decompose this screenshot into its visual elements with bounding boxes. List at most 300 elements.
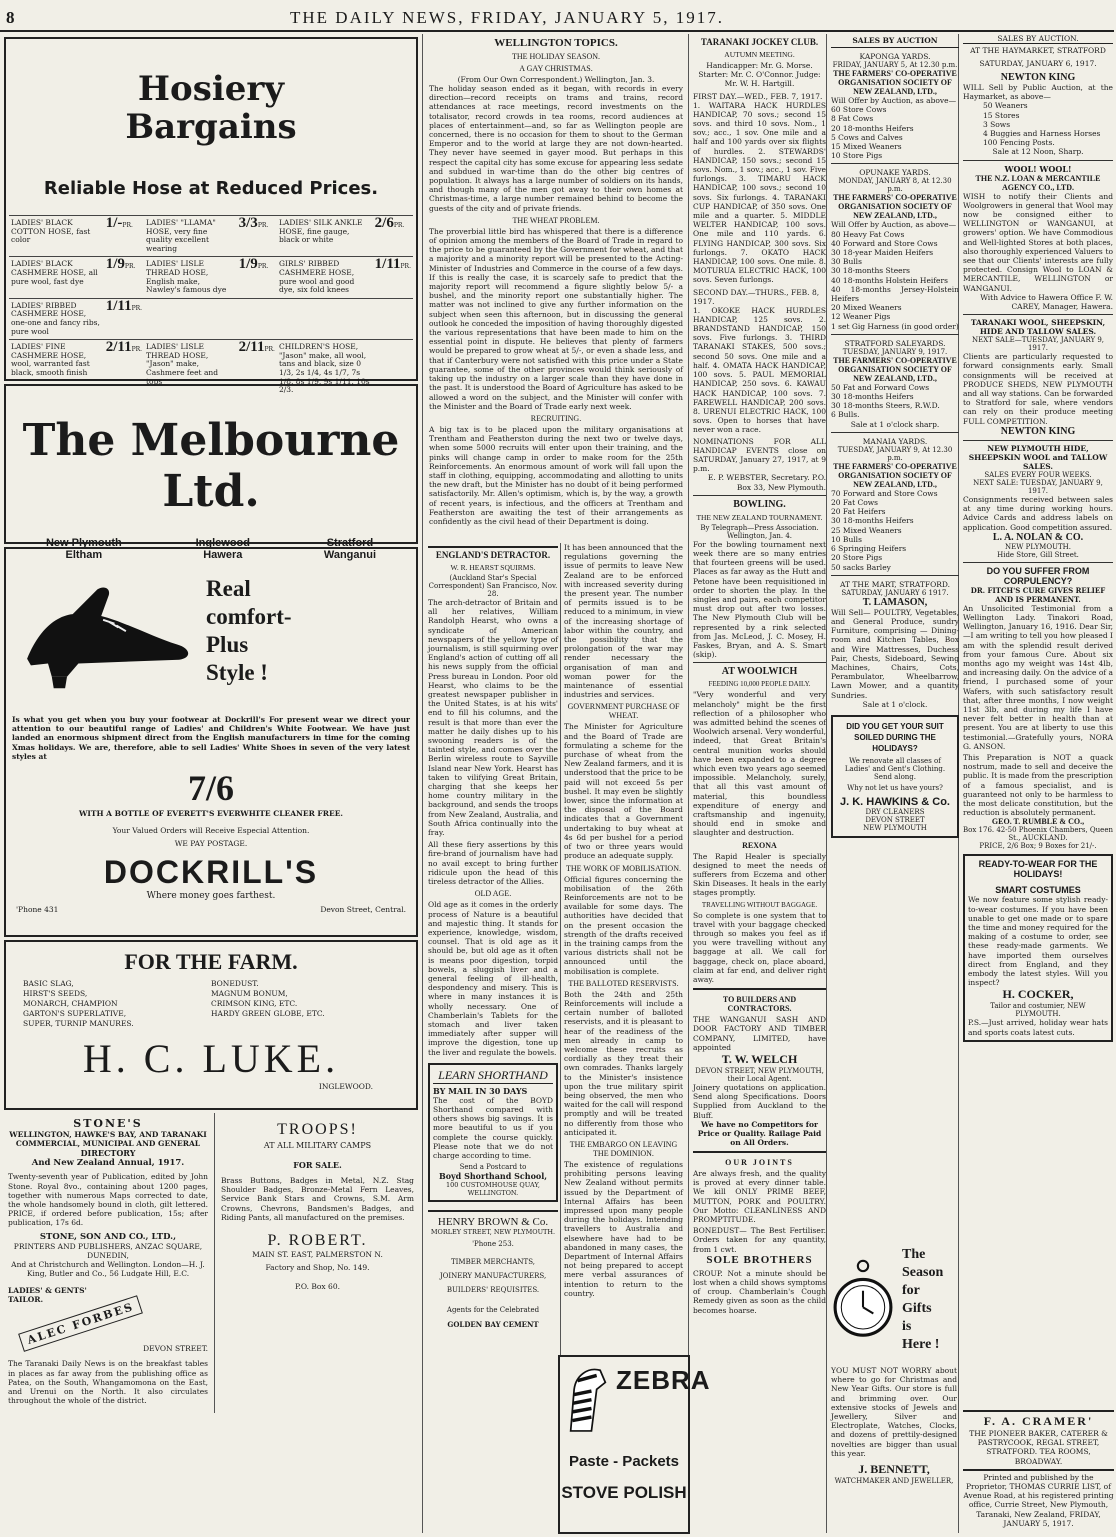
manaia-place: MANAIA YARDS. xyxy=(862,436,928,446)
england-detractor xyxy=(426,543,560,1533)
farm-item: GARTON'S SUPERLATIVE, xyxy=(23,1009,127,1018)
stones-body: Twenty-seventh year of Publication, edited by John Stone. Royal 8vo., containing about 1200 pages, together with numerous Maps corrected to date, the whole handsomely bound in cloth, gilt lettered. PRICE, if ordered before publication, 15s; after publication, 17s 6d. xyxy=(8,1172,208,1228)
sale-item: 20 Mixed Weaners xyxy=(831,303,902,313)
stones-ad xyxy=(2,1113,214,1413)
dockrill-headline-2: comfort- xyxy=(206,604,292,629)
shorthand-send: Send a Postcard to xyxy=(459,1163,527,1172)
nolan-addr: Hide Store, Gill Street. xyxy=(997,550,1079,559)
farm-item: HARDY GREEN GLOBE, ETC. xyxy=(211,1009,325,1018)
sale-item: 20 18-months Heifers xyxy=(831,123,914,133)
cocker-ad xyxy=(963,854,1113,1041)
sale-item: 30 18-months Steers xyxy=(831,266,911,276)
zebra-l2: STOVE POLISH xyxy=(561,1483,687,1502)
sale-item: 30 18-months Steers, R.W.D. xyxy=(831,401,940,411)
hose-desc: LADIES' SILK ANKLE HOSE, fine gauge, black or white xyxy=(277,216,373,257)
bennett-name: J. BENNETT, xyxy=(858,1462,930,1477)
sale-item: 40 18-months Jersey-Holstein Heifers xyxy=(831,284,959,304)
sale-item: 6 Bulls. xyxy=(831,410,860,420)
will-offer-1: Will Offer by Auction, as above— xyxy=(831,96,957,105)
sale-item: 30 18-months Heifers xyxy=(831,516,914,526)
jockey-officials: Handicapper: Mr. G. Morse. Starter: Mr. C. O'Connor. Judge: Mr. W. H. Hartgill. xyxy=(698,61,821,89)
newton-items xyxy=(963,101,1113,147)
sale-item: 60 Store Cows xyxy=(831,105,887,115)
manaia-date: TUESDAY, JANUARY 9, At 12.30 p.m. xyxy=(837,445,953,462)
hose-price xyxy=(104,257,144,298)
sale-item: 8 Fat Cows xyxy=(831,114,874,124)
sale-item: 12 Weaner Pigs xyxy=(831,312,891,322)
taranaki-next: NEXT SALE—TUESDAY, JANUARY 9, 1917. xyxy=(971,336,1105,353)
hose-price xyxy=(104,298,144,339)
sole-ad xyxy=(693,1151,826,1266)
loan-title: THE N.Z. LOAN & MERCANTILE AGENCY CO., LTD. xyxy=(975,173,1101,192)
hose-desc: LADIES' "LLAMA" HOSE, very fine quality excellent wearing xyxy=(144,216,237,257)
rexona-body: The Rapid Healer is specially designed to meet the needs of sufferers from Eczema and other Skin Diseases. It heals in the early stages promptly. xyxy=(693,851,826,898)
sale-item: 15 Mixed Weaners xyxy=(831,142,902,152)
farm-item: MONARCH, CHAMPION xyxy=(23,999,118,1008)
robert-name: P. ROBERT. xyxy=(267,1232,368,1250)
sale-item: 30 18-months Heifers xyxy=(831,392,914,402)
dockrill-phone: 'Phone 431 xyxy=(16,905,59,915)
wellington-p1: The holiday season ended as it began, with records in every direction—record receipts on trams and trains, record attendances at race meetings, record investments on the totalisator, record crowds in tea rooms, record audiences at places of entertainment—and, so far as Wellington people are concerned, there is no occasion for them to shout to the German Emperor and to the world at large they are not down-hearted. They never have seemed in gayer mood. But perhaps in this respect the capital city has some excuse for appearing less sedate and subdued in war-time than do the other big centres of population. It always has a large number of soldiers on its hands, and though many of the men got away to their own homes at Christmas-time, a large number remained behind to become the guests of the city and of private friends. xyxy=(429,84,683,213)
jockey-day1: FIRST DAY.—WED., FEB. 7, 1917. xyxy=(693,91,823,101)
sale-item: 20 Fat Cows xyxy=(831,498,879,508)
jockey-day2: SECOND DAY.—THURS., FEB. 8, 1917. xyxy=(693,287,820,306)
brown-name: HENRY BROWN & Co. xyxy=(437,1216,549,1229)
hose-row xyxy=(9,298,413,339)
joints-title: OUR JOINTS xyxy=(725,1157,794,1167)
hosiery-subtitle: Reliable Hose at Reduced Prices. xyxy=(43,178,379,199)
stones-firm: STONE, SON AND CO., LTD., xyxy=(39,1231,177,1242)
farm-item: MAGNUM BONUM, xyxy=(211,989,288,998)
welch-body: Joinery quotations on application. Send along Specifications. Doors Supplied from Auckland to the Bluff. xyxy=(693,1083,826,1120)
wheat-purchase-p: The Minister for Agriculture and the Board of Trade are formulating a scheme for the purchase of wheat from the New Zealand farmers, and it is understood that the price to be paid will not exceed 5s per bushel. It may even be slightly lower, since the information at the disposal of the Board indicates that a Government undertaking to buy wheat at 4s 6d per bushel for a period of two or three years would produce an adequate supply. xyxy=(564,722,683,861)
hose-price-unit: PR. xyxy=(264,346,275,354)
bowling-sub: THE NEW ZEALAND TOURNAMENT. xyxy=(696,512,823,522)
stratford-items xyxy=(831,383,959,420)
sale-item: 80 Heavy Fat Cows xyxy=(831,229,905,239)
hose-price xyxy=(237,216,277,257)
farm-items xyxy=(9,975,413,1033)
dockrill-name: DOCKRILL'S xyxy=(103,854,319,891)
kaponga-place: KAPONGA YARDS. xyxy=(859,52,931,61)
cocker-3: P.S.—Just arrived, holiday wear hats and sports coats latest cuts. xyxy=(968,1018,1108,1037)
welch-addr: DEVON STREET, NEW PLYMOUTH, their Local Agent. xyxy=(695,1067,824,1084)
mobilisation-p: Official figures concerning the mobilisation of the 26th Reinforcements are not to be available for some days. The authorities have decided that on the present occasion the strength of the drafts received in the training camps from the various districts shall not be announced until the mobilisation is complete. xyxy=(564,874,683,976)
hose-price xyxy=(237,298,277,339)
opunake-place: OPUNAKE YARDS. xyxy=(859,168,931,178)
hawkins-name: J. K. HAWKINS & Co. xyxy=(839,795,950,808)
cramer-ad xyxy=(961,1410,1116,1534)
wheat-p: The proverbial little bird has whispered that there is a difference of opinion among the members of the Board of Trade in regard to the price to be guaranteed by the Government for wheat, and that a majority and a minority report will be presented to the Acting-Minister of Industries and Commerce in the course of a few days. If this is really the case, it is scarcely safe to predict that the majority report will recommend a figure slightly below 5/- a bushel, and the minority report one substantially higher. The matter was not inclined to give any further information on the subject when seen this afternoon, but in discussing the general outlook he conceded the imposition of having thoroughly digested the various representations that have been made to him on the essential point in dispute. He believes that plenty of farmers would be prepared to grow wheat at 5/-, or even a shade less, and that if Canterbury were not satisfied with this price under a State guarantee, some of the other provinces would think seriously of taking up the industry on a larger scale than they have done in the past. It is understood the Board of Agriculture has asked to be allowed a word on the subject, and the Minister will confer with the Minister and the Board of Trade early next week. xyxy=(429,226,683,411)
stratford-date: TUESDAY, JANUARY 9, 1917. xyxy=(842,347,948,356)
wool-head: WOOL! WOOL! xyxy=(1004,163,1072,174)
travel-title: TRAVELLING WITHOUT BAGGAGE. xyxy=(701,900,818,909)
wellington-sub1: THE HOLIDAY SEASON. xyxy=(511,52,601,61)
hose-price xyxy=(104,216,144,257)
woolwich-title: AT WOOLWICH xyxy=(721,666,798,678)
farmers-4: THE FARMERS' CO-OPERATIVE ORGANISATION SOCIETY OF NEW ZEALAND, LTD., xyxy=(833,461,957,489)
shorthand-ad xyxy=(428,1063,558,1202)
shorthand-title: LEARN SHORTHAND xyxy=(433,1068,553,1084)
hawkins-ad xyxy=(831,715,959,838)
printer-imprint: Printed and published by the Proprietor, THOMAS CURRIE LIST, of Avenue Road, at his registered printing office, Currie Street, New Plymouth, Taranaki, New Zealand, FRIDAY, JANUARY 5, 1917. xyxy=(963,1472,1114,1528)
bonedust: BONEDUST— The Best Fertiliser. Orders taken for any quantity, from 1 cwt. xyxy=(693,1226,826,1254)
zebra-name: ZEBRA xyxy=(616,1365,711,1395)
stones-l1: WELLINGTON, HAWKE'S BAY, AND TARANAKI COMMERCIAL, MUNICIPAL AND GENERAL xyxy=(9,1130,207,1149)
hose-price-value: 2/11 xyxy=(105,339,132,356)
column-2 xyxy=(426,34,686,1533)
footer-notice: The Taranaki Daily News is on the breakfast tables in places as far away from the publishing office as Patea, on the South, Whangamomona on the East, and Urenui on the North. It also circulates throughout the whole of the district. xyxy=(8,1359,208,1406)
sale-item: 25 Mixed Weaners xyxy=(831,525,902,535)
shorthand-mail: BY MAIL IN 30 DAYS xyxy=(433,1085,528,1096)
col6-head: SALES BY AUCTION. xyxy=(963,34,1113,44)
wheat-heading: THE WHEAT PROBLEM. xyxy=(512,215,600,225)
sale-item: 6 Springing Heifers xyxy=(831,544,907,554)
wellington-topics xyxy=(426,37,686,543)
brown-l4: Agents for the Celebrated xyxy=(446,1306,540,1315)
farm-item: SUPER, TURNIP MANURES. xyxy=(23,1019,134,1028)
suit-1: DID YOU GET YOUR SUIT SOILED DURING THE HOLIDAYS? xyxy=(846,721,944,753)
hose-row xyxy=(9,257,413,298)
sale-item: 20 Store Pigs xyxy=(831,553,883,563)
wellington-title: WELLINGTON TOPICS. xyxy=(494,37,618,49)
loan-body: WISH to notify their Clients and Woolgrowers in general that Wool may now be consigned either to WELLINGTON or WANGANUI, at growers' option. We have Commodious and Well-lighted Stores at both places, also thoroughly experienced Valuers to see that our Clients' interests are fully protected. Consign Wool to LOAN & MERCANTILE, WELLINGTON or WANGANUI. xyxy=(963,191,1113,293)
hawkins-cleaners: DRY CLEANERS xyxy=(865,807,925,816)
hose-price-unit: PR. xyxy=(257,222,269,229)
farm-item: BONEDUST. xyxy=(211,979,259,988)
sale-item: 50 Weaners xyxy=(983,101,1028,111)
robert-box: P.O. Box 60. xyxy=(295,1282,340,1292)
zebra-l1: Paste - Packets xyxy=(568,1453,680,1470)
stones-title: STONE'S xyxy=(73,1117,143,1130)
hose-price-value: 1/11 xyxy=(105,297,132,314)
welch-nocomp: We have no Competitors for Price or Quality. Railage Paid on All Orders. xyxy=(697,1119,822,1147)
cocker-name: H. COCKER, xyxy=(1002,987,1074,1002)
joints-body: Are always fresh, and the quality is proved at every dinner table. We kill ONLY PRIME BEEF, MUTTON, PORK and POULTRY. Our Motto: CLEANLINESS AND PROMPTITUDE. xyxy=(693,1168,826,1224)
embargo-p: The existence of regulations prohibiting persons leaving New Zealand without permits issued by the Department of Internal Affairs has been impressed upon many people during the holidays. Intending travellers to Australia and elsewhere have had to be abandoned in many cases, the Department of Internal Affairs not being prepared to accept mere verbal assurances of intention to return to the country. xyxy=(564,1159,683,1298)
brown-l3: BUILDERS' REQUISITES. xyxy=(446,1286,540,1295)
branch-hawera: Hawera xyxy=(203,549,243,561)
dockrill-headline-3: Plus xyxy=(206,632,249,657)
column-6 xyxy=(961,34,1115,1533)
dockrill-body: Is what you get when you buy your footwear at Dockrill's For present wear we direct your attention to our beautiful range of Ladies' and Children's White Footwear. We have just landed an enormous shipment direct from the English manufacturers in time for the coming Xmas holidays. We are, therefore, able to sell Ladies' White Shoes in seven of the very latest styles at xyxy=(12,715,410,761)
ladies-gents: LADIES' & GENTS' xyxy=(8,1286,87,1296)
hosiery-title-2: Bargains xyxy=(125,107,297,147)
stratford-note: Sale at 1 o'clock sharp. xyxy=(850,419,940,429)
farmers-3: THE FARMERS' CO-OPERATIVE ORGANISATION SOCIETY OF NEW ZEALAND, LTD., xyxy=(833,355,957,383)
troops-forsale: FOR SALE. xyxy=(293,1160,342,1170)
taranaki-body: Clients are particularly requested to forward consignments early. Small consignments will be received at PRODUCE SHEDS, NEW PLYMOUTH and all way stations. Can be forwarded to Stratford for sale, where vendors can rely on their produce meeting FULL COMPETITION. xyxy=(963,352,1113,426)
woolwich-body: "Very wonderful and very melancholy" might be the first reflection of a philosopher who was admitted behind the scenes of Woolwich arsenal. Very wonderful, indeed, that Great Britain's central munition works should have been expanded to a degree which even two years ago seemed impossible. Melancholy, surely, that all this vast amount of material, this boundless expenditure of energy and craftsmanship and ingenuity, should end in smoke and slaughter and destruction. xyxy=(693,690,826,838)
brown-l2: JOINERY MANUFACTURERS, xyxy=(439,1272,547,1281)
shoe-illustration xyxy=(10,565,200,705)
sole-name: SOLE BROTHERS xyxy=(706,1253,813,1266)
welch-ad xyxy=(693,988,826,1147)
branch-wanganui: Wanganui xyxy=(323,549,377,561)
detractor-sub: W. R. HEARST SQUIRMS. xyxy=(450,563,536,572)
detractor-p1: The arch-detractor of Britain and all her relatives, William Randolph Hearst, who owns a syndicate of American newspapers of the yellow type of journalism, is still squirming over England's action of cutting off all his news supply from the official Press bureau in London. Poor old Hearst, who claims to be the greatest newspaper publisher in the United States, is at his wits' end to fill his columns, and the result is that more than ever the matter he daily dishes up to his swooning readers is of the tainted style, and comes over the Berlin wireless route to Sayville Island near New York. Hearst has taken to vilifying Great Britain, charging that she keeps her home country military in the background, and sends the troops from New Zealand, Australia, and South Africa continually into the fray. xyxy=(428,598,558,838)
branch-inglewood: Inglewood xyxy=(195,537,250,549)
smart-title: SMART COSTUMES xyxy=(995,885,1081,896)
dockrill-headline-1: Real xyxy=(206,576,251,601)
croup-body: CROUP. Not a minute should be lost when a child shows symptoms of croup. Chamberlain's Cough Remedy given as soon as the child becomes hoarse. xyxy=(693,1268,826,1315)
forbes-street: DEVON STREET. xyxy=(143,1344,208,1354)
smart-body: We now feature some stylish ready-to-wear costumes. If you have been unable to get one made or to spare the time and money required for the making of a costume to order, see these ready-made garments. We have imported them ourselves direct from England, and they embody the latest styles. Will you inspect? xyxy=(968,895,1108,988)
ready-title: READY-TO-WEAR FOR THE HOLIDAYS! xyxy=(978,859,1098,880)
robert-factory: Factory and Shop, No. 149. xyxy=(265,1263,370,1273)
sale-item: 50 sacks Barley xyxy=(831,562,891,572)
zebra-illustration xyxy=(562,1363,614,1433)
recruiting-heading: RECRUITING. xyxy=(530,413,582,423)
farmers-2: THE FARMERS' CO-OPERATIVE ORGANISATION SOCIETY OF NEW ZEALAND, LTD., xyxy=(833,193,957,221)
sale-item: 70 Forward and Store Cows xyxy=(831,488,938,498)
hosiery-title-1: Hosiery xyxy=(137,69,285,109)
wellington-sub2: A GAY CHRISTMAS. xyxy=(519,64,593,73)
branch-new-plymouth: New Plymouth xyxy=(45,537,122,549)
hose-price-unit: PR. xyxy=(124,263,136,271)
oldage-p: Old age as it comes in the orderly process of Nature is a beautiful and majestic thing. It stands for experience, knowledge, wisdom, counsel. That is old age as it should be, but old age as it often is means poor digestion, torpid bowels, a sluggish liver and a general feeling of ill-health, despondency and misery. This is where in many instances it is wholly necessary. One of Chamberlain's Tablets for the stomach and liver taken immediately after supper will improve the digestion, tone up the liver and regulate the bowels. xyxy=(428,900,558,1057)
kaponga-date: FRIDAY, JANUARY 5, At 12.30 p.m. xyxy=(832,61,958,69)
masthead-title: THE DAILY NEWS, FRIDAY, JANUARY 5, 1917. xyxy=(290,8,725,27)
dockrill-postage: WE PAY POSTAGE. xyxy=(174,839,248,849)
bowling-byline: By Telegraph—Press Association. Wellington, Jan. 4. xyxy=(700,523,819,540)
branch-stratford: Stratford xyxy=(326,537,374,549)
luke-town: INGLEWOOD. xyxy=(318,1082,373,1091)
hose-price xyxy=(373,257,413,298)
sale-item: 10 Store Pigs xyxy=(831,151,883,161)
tailor: TAILOR. xyxy=(8,1295,44,1305)
stones-firm3: And at Christchurch and Wellington. London—H. J. King, Butler and Co., 56 Ludgate Hill, E.C. xyxy=(11,1260,205,1279)
hose-price xyxy=(373,298,413,339)
woolwich-sub: FEEDING 10,000 PEOPLE DAILY. xyxy=(708,680,811,689)
hose-price-unit: PR. xyxy=(122,222,133,229)
wellington-byline: (From Our Own Correspondent.) Wellington, Jan. 3. xyxy=(457,75,655,84)
hose-price xyxy=(237,257,277,298)
oldage-heading: OLD AGE. xyxy=(474,889,512,899)
hose-price-value: 1/9 xyxy=(238,256,258,273)
stones-firm2: PRINTERS AND PUBLISHERS, ANZAC SQUARE, DUNEDIN, xyxy=(13,1241,203,1260)
cocker-2: Tailor and costumier, NEW PLYMOUTH. xyxy=(990,1002,1086,1019)
dockrill-valued: Your Valued Orders will Receive Especial Attention. xyxy=(112,826,310,836)
welch-name: T. W. WELCH xyxy=(721,1052,798,1067)
shorthand-body: The cost of the BOYD Shorthand compared with others shows big savings. It is more beautiful to us if you complete the course quickly. Please note that we do not charge according to time. xyxy=(433,1095,553,1160)
kaponga-items xyxy=(831,105,959,160)
watch-illustration xyxy=(832,1242,894,1354)
manaia-items xyxy=(831,489,959,572)
mobilisation-heading: THE WORK OF MOBILISATION. xyxy=(566,863,681,873)
dockrill-price: 7/6 xyxy=(187,768,234,809)
worry-body: YOU MUST NOT WORRY about where to go for Christmas and New Year Gifts. Our store is full and brimming over. Our extensive stocks of Jewels and Jewellery, Silver and Electroplate, Watches, Clocks, and dozens of prettily-designed novelties are bigger than usual this year. xyxy=(831,1366,957,1458)
bennett-trade: WATCHMAKER AND JEWELLER, xyxy=(834,1477,954,1486)
fitch-title: DR. FITCH'S CURE GIVES RELIEF AND IS PERMANENT. xyxy=(970,585,1106,604)
fitch-price: PRICE, 2/6 Box; 9 Boxes for 21/-. xyxy=(979,842,1097,851)
farm-item: BASIC SLAG, xyxy=(23,979,74,988)
hose-desc: CHILDREN'S HOSE, "Jason" make, all wool, tans and black, size 0 1/3, 2s 1/4, 4s 1/7, 7s 1/8, 8s 1/9, 9s 1/11, 10s 2/3. xyxy=(277,340,373,398)
stones-l3: And New Zealand Annual, 1917. xyxy=(31,1158,185,1169)
brown-phone: 'Phone 253. xyxy=(472,1240,514,1249)
hose-price-value: 3/3 xyxy=(238,215,258,231)
sale-item: 5 Cows and Calves xyxy=(831,132,903,142)
newton-note: Sale at 12 Noon, Sharp. xyxy=(992,147,1084,157)
farm-item: HIRST'S SEEDS, xyxy=(23,989,88,998)
lamason-note: Sale at 1 o'clock. xyxy=(862,699,928,709)
newton-name-1: NEWTON KING xyxy=(1000,72,1076,83)
jockey-races1: 1. WAITARA HACK HURDLES HANDICAP, 70 sovs.; second 15 sovs. and third 10 sovs. Nom., 1 sov.; acc., 1 sov. One mile and a half and 100 yards over six flights of hurdles. 2. STEWARDS' HANDICAP, 150 sovs.; second 15 sovs. Nom., 1 sov.; acc., 1 sov. Five furlongs. 3. TIMARU HACK HANDICAP, 100 sovs.; second 10 sovs. Six furlongs. 4. TARANAKI CUP HANDICAP, of 350 sovs. One mile and a quarter. 5. MIDDLE WELTER HANDICAP, 100 sovs. One mile and 110 yards. 6. FLYING HANDICAP, 300 sovs. Six furlongs. 7. OKATO HACK HANDICAP, 100 sovs. One mile. 8. MOTURUA ELECTRIC HACK, 100 sovs. Seven furlongs. xyxy=(693,100,826,285)
rumble-addr: Box 176. 42-50 Phoenix Chambers, Queen St., AUCKLAND. xyxy=(963,826,1113,843)
newton-body: WILL Sell by Public Auction, at the Haymarket, as above— xyxy=(963,83,1113,102)
sale-item: 40 Forward and Store Cows xyxy=(831,238,938,248)
season-6: Here ! xyxy=(902,1337,940,1352)
farm-item: CRIMSON KING, ETC. xyxy=(211,999,298,1008)
shorthand-school: Boyd Shorthand School, xyxy=(438,1171,548,1182)
lamason-name: T. LAMASON, xyxy=(862,596,928,608)
hose-price-value: 2/11 xyxy=(238,339,265,356)
brown-l5: GOLDEN BAY CEMENT xyxy=(447,1320,539,1330)
hawkins-np: NEW PLYMOUTH xyxy=(863,823,927,832)
hosiery-ad xyxy=(4,37,418,395)
season-3: for xyxy=(902,1283,920,1298)
fitch-body: An Unsolicited Testimonial from a Wellington Lady. Tinakori Road, Wellington, January 16, 1916. Dear Sir,—I am writing to tell you how pleased I am with the splendid result derived from your famous Cure. About six months ago my weight was 14st 4lb, and increasing daily. On the advice of a friend, I purchased some of your Wafers, with such satisfactory result that, after three months, I now weight 11st 3lb, and during my life I have never felt better in health than at present. You are at liberty to use this testimonial.—Gratefully yours, NORA G. ANSON. xyxy=(963,603,1113,751)
hose-desc: LADIES' BLACK CASHMERE HOSE, all pure wool, fast dye xyxy=(9,257,104,298)
np-hide-title: NEW PLYMOUTH HIDE, SHEEPSKIN WOOL and TALLOW SALES. xyxy=(968,443,1108,471)
troops-sub: AT ALL MILITARY CAMPS xyxy=(263,1141,372,1150)
season-1: The xyxy=(902,1247,926,1262)
sale-item: 100 Fencing Posts. xyxy=(983,138,1055,148)
forbes-name: ALEC FORBES xyxy=(18,1296,143,1353)
zebra-ad xyxy=(558,1355,711,1534)
sale-item: 20 Fat Heifers xyxy=(831,507,886,517)
farm-ad xyxy=(4,940,418,1110)
taranaki-wool: TARANAKI WOOL, SHEEPSKIN, HIDE AND TALLOW SALES. xyxy=(970,318,1106,337)
hose-price xyxy=(373,216,413,257)
builders-title: TO BUILDERS AND CONTRACTORS. xyxy=(722,995,797,1014)
haymarket-date: SATURDAY, JANUARY 6, 1917. xyxy=(979,59,1097,68)
season-4: Gifts xyxy=(902,1301,932,1316)
hose-desc: LADIES' LISLE THREAD HOSE, English make, Nawley's famous dye xyxy=(144,257,237,298)
suit-3: Why not let us have yours? xyxy=(847,783,943,792)
season-2: Season xyxy=(902,1265,944,1280)
brown-l1: TIMBER MERCHANTS, xyxy=(451,1258,535,1267)
jockey-noms: NOMINATIONS FOR ALL HANDICAP EVENTS close on SATURDAY, January 27, 1917, at 9 p.m. xyxy=(693,436,826,474)
hose-price-unit: PR. xyxy=(257,263,269,271)
gifts-ad xyxy=(830,1238,956,1364)
troops-ad xyxy=(215,1113,420,1413)
shorthand-addr: 100 CUSTOMHOUSE QUAY, WELLINGTON. xyxy=(446,1181,540,1198)
rumble-name: GEO. T. RUMBLE & CO., xyxy=(991,817,1085,827)
page-number: 8 xyxy=(6,8,17,27)
branch-eltham: Eltham xyxy=(65,549,103,561)
jockey-secretary: E. P. WEBSTER, Secretary. P.O. Box 33, New Plymouth. xyxy=(707,473,826,492)
hose-price-unit: PR. xyxy=(131,346,143,354)
detractor-p2: All these fiery assertions by this fire-brand of journalism have had no avail except to bring further ridicule upon the head of this tireless detractor of the Allies. xyxy=(428,840,558,887)
newton-name-2: NEWTON KING xyxy=(1000,425,1076,437)
cramer-name: F. A. CRAMER' xyxy=(983,1414,1094,1428)
dockrill-street: Devon Street, Central. xyxy=(320,905,406,915)
haymarket: AT THE HAYMARKET, STRATFORD xyxy=(970,46,1106,55)
rexona-title: REXONA xyxy=(742,840,777,850)
hose-desc xyxy=(144,298,237,339)
hawkins-devon: DEVON STREET xyxy=(865,815,925,824)
lamason-body: Will Sell— POULTRY, Vegetables, and General Produce, sundry Furniture, comprising — Dining-room and Kitchen Tables, Box and Wire Mattresses, Duchess Pair, Chests, Sideboard, Sewing Machines, Chairs, Cots, Perambulator, Wheelbarrow, Lawn Mower, and a quantity Sundries. xyxy=(831,607,959,700)
builders-body: THE WANGANUI SASH AND DOOR FACTORY AND TIMBER COMPANY, LIMITED, have appointed xyxy=(693,1015,826,1052)
sale-item: 30 18-year Maiden Heifers xyxy=(831,248,934,258)
troops-body: Brass Buttons, Badges in Metal, N.Z. Stag Shoulder Badges, Bronze-Metal Fern Leaves, Service Bank Stars and Crowns, S.M. Arm Crowns, Chevrons, Bandsmen's Badges, and Riding Pants, all manufactured on the premises. xyxy=(221,1176,414,1222)
sale-item: 10 Bulls xyxy=(831,534,862,544)
hose-desc xyxy=(277,298,373,339)
dockrill-tagline: Where money goes farthest. xyxy=(146,891,276,902)
suit-2: We renovate all classes of Ladies' and Gent's Clothing. Send along. xyxy=(844,756,946,781)
sale-item: 50 Fat and Forward Cows xyxy=(831,382,930,392)
reservists-heading: THE BALLOTED RESERVISTS. xyxy=(568,978,679,988)
loan-carey: With Advice to Hawera Office F. W. CAREY, Manager, Hawera. xyxy=(980,292,1113,312)
troops-title: TROOPS! xyxy=(277,1121,358,1138)
dockrill-ad xyxy=(4,547,418,937)
opunake-date: MONDAY, JANUARY 8, At 12.30 p.m. xyxy=(838,177,952,194)
sales-head: SALES BY AUCTION xyxy=(831,34,959,48)
opunake-items xyxy=(831,230,959,331)
jockey-meeting: AUTUMN MEETING. xyxy=(724,50,795,59)
masthead xyxy=(0,0,1114,32)
stones-l2: DIRECTORY xyxy=(80,1148,136,1159)
hose-desc: GIRLS' RIBBED CASHMERE HOSE, pure wool and good dye, six fold knees xyxy=(277,257,373,298)
nolan-body: Consignments received between sales at any time during working hours. Advice Cards and address labels on application. Good competition assured. xyxy=(963,494,1113,532)
luke-name: H. C. LUKE. xyxy=(82,1036,340,1081)
hose-price-value: 1/11 xyxy=(374,256,401,273)
hose-desc: LADIES' BLACK COTTON HOSE, fast color xyxy=(9,216,104,257)
next-sale-2: NEXT SALE: TUESDAY, JANUARY 9, 1917. xyxy=(973,478,1103,495)
hose-row xyxy=(9,216,413,257)
hose-desc: LADIES' RIBBED CASHMERE HOSE, one-one and fancy ribs, pure wool xyxy=(9,298,104,339)
every-four: SALES EVERY FOUR WEEKS. xyxy=(984,470,1092,479)
hose-price-unit: PR. xyxy=(131,304,143,312)
column-4 xyxy=(691,34,828,1533)
hose-price-value: 2/6 xyxy=(374,215,394,231)
hose-price-unit: PR. xyxy=(400,263,411,271)
stratford-place: STRATFORD SALEYARDS. xyxy=(844,338,946,348)
detractor-title: ENGLAND'S DETRACTOR. xyxy=(428,546,558,560)
hose-price-value: 1/- xyxy=(105,215,123,231)
embargo-heading: THE EMBARGO ON LEAVING THE DOMINION. xyxy=(569,1139,678,1158)
melbourne-ad xyxy=(4,384,418,561)
sale-item: 1 set Gig Harness (in good order) xyxy=(831,321,959,331)
sale-item: 15 Stores xyxy=(983,110,1020,120)
column-1 xyxy=(2,34,420,1533)
brown-addr: MORLEY STREET, NEW PLYMOUTH. xyxy=(430,1228,556,1237)
bowling-title: BOWLING. xyxy=(733,498,786,510)
cramer-body: THE PIONEER BAKER, CATERER & PASTRYCOOK, REGAL STREET, STRATFORD. TEA ROOMS, BROADWAY. xyxy=(969,1429,1108,1466)
sale-item: 3 Sows xyxy=(983,119,1011,129)
recruiting-p: A big tax is to be placed upon the military organisations at Trentham and Featherston during the next two or twelve days, when some 5000 recruits will enter upon their training, and the pinks will change camp in order to make room for the 25th Reinforcements. An enormous amount of work will fall upon the staff in clothing, equipping, accommodating and allotting to units the new draft, but the Minister has no doubt of it being performed satisfactorily. Mr. Allen's optimism, which is, by the way, a growth of recent years, is infectious, and the officers at Trentham and Featherston are awaiting the test of their arrangements as confidently as the civil head of their Department is doing. xyxy=(429,424,683,526)
travel-body: So complete is one system that to travel with your baggage checked through so makes you feel as if you were travelling without any baggage at all. We call for baggage, check on, place aboard, claim at far end, and deliver right away. xyxy=(693,910,826,985)
permits-p: It has been announced that the regulations governing the issue of permits to leave New Zealand are to be enforced with increased severity during the present year. The number of permits issued is to be reduced to a minimum, in view of the increasing shortage of labor within the country, and the possibility that the prolongation of the war may render necessary the organisation of man and woman power for the maintenance of essential industries and services. xyxy=(564,543,683,700)
dockrill-cleaner: WITH A BOTTLE OF EVERETT'S EVERWHITE CLEANER FREE. xyxy=(78,809,344,819)
sale-item: 30 Bulls xyxy=(831,257,862,267)
detractor-byline: (Auckland Star's Special Correspondent) San Francisco, Nov. 28. xyxy=(428,574,558,598)
sale-item: 40 18-months Holstein Heifers xyxy=(831,275,948,285)
jockey-races2: 1. OKOKE HACK HURDLES HANDICAP, 125 sovs. 2. BRANDSTAND HANDICAP, 150 sovs. Five furlongs. 3. THIRD TARANAKI STAKES, 500 sovs.; second 50 sovs. One mile and a half. 4. OMATA HACK HANDICAP, 100 sovs. 5. PAUL MEMORIAL HANDICAP, 250 sovs. 6. KAWAU HACK HANDICAP, 100 sovs. 7. FAREWELL HANDICAP, 200 sovs. 8. URENUI ELECTRIC HACK, 100 sovs. Open to horses that have never won a race. xyxy=(693,305,826,435)
season-5: is xyxy=(902,1319,912,1334)
hosiery-table xyxy=(9,215,413,398)
fitch-body-2: This Preparation is NOT a quack nostrum, made to sell and deceive the public. It is made from the prescription of a famous specialist, and is guaranteed not only to be harmless to the most delicate constitution, but the reduction is absolutely permanent. xyxy=(963,752,1113,818)
bennett-ad xyxy=(830,1366,958,1532)
farmers-1: THE FARMERS' CO-OPERATIVE ORGANISATION SOCIETY OF NEW ZEALAND, LTD., xyxy=(833,69,957,96)
mart-place: AT THE MART, STRATFORD. xyxy=(840,579,950,589)
melbourne-name: The Melbourne Ltd. xyxy=(22,415,400,517)
hose-price-unit: PR. xyxy=(393,222,405,229)
farm-title: FOR THE FARM. xyxy=(124,949,298,974)
bowling-body: For the bowling tournament next week there are so many entries that fourteen greens will be used. Places as far away as the Hutt and Petone have been requisitioned in order to shorten the play. In the singles and pairs, each competitor must drop out after two losses. The New Plymouth Club will be represented by a rink selected from Jas. McLeod, J. C. Mosey, H. Faskes, Bryan, and A. S. Smart (skip). xyxy=(693,539,826,660)
reservists-p: Both the 24th and 25th Reinforcements will include a certain number of balloted reservists, and it is pleasant to hear of the readiness of the men already in camp to welcome these recruits as cordially as they treat their own comrades. Thanks largely to the Minister's insistence upon the true military spirit being observed, the men who waited for the call will respond promptly and will be treated no differently from those who anticipated it. xyxy=(564,989,683,1137)
